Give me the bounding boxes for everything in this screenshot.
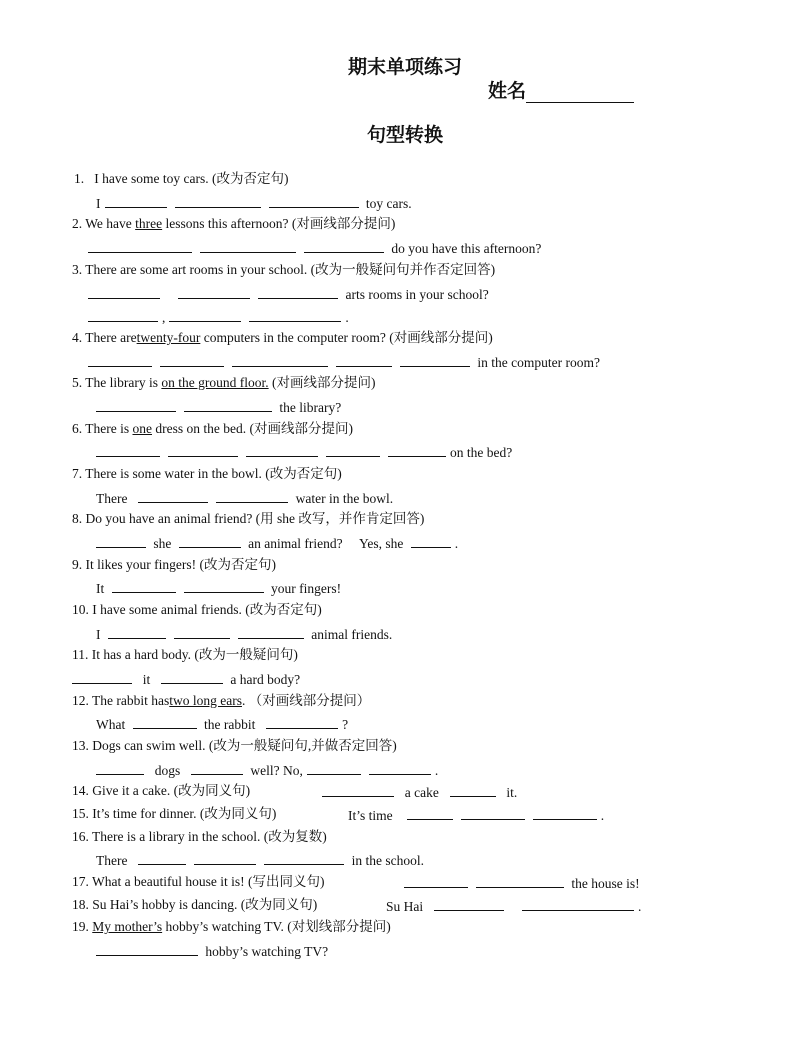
question-4: 4. There aretwenty-four computers in the computer room? (对画线部分提问) <box>72 330 493 345</box>
question-7: 7. There is some water in the bowl. (改为否定句) <box>72 466 342 481</box>
answer-13: dogs well? No, . <box>92 760 438 780</box>
answer-1: I toy cars. <box>96 193 412 213</box>
answer-blank[interactable] <box>138 488 208 503</box>
answer-blank[interactable] <box>200 238 296 253</box>
question-9: 9. It likes your fingers! (改为否定句) <box>72 557 276 572</box>
answer-blank[interactable] <box>264 850 344 865</box>
answer-blank[interactable] <box>216 488 288 503</box>
answer-blank[interactable] <box>388 442 446 457</box>
question-12: 12. The rabbit hastwo long ears. （对画线部分提问） <box>72 693 371 708</box>
underlined-phrase: My mother’s <box>92 919 163 934</box>
answer-19: hobby’s watching TV? <box>92 941 328 961</box>
answer-blank[interactable] <box>307 760 361 775</box>
question-3: 3. There are some art rooms in your school. (改为一般疑问句并作否定回答) <box>72 262 496 277</box>
question-16: 16. There is a library in the school. (改为复数) <box>72 829 327 844</box>
name-label: 姓名 <box>488 81 527 102</box>
question-13: 13. Dogs can swim well. (改为一般疑问句,并做否定回答) <box>72 738 397 753</box>
question-10: 10. I have some animal friends. (改为否定句) <box>72 602 322 617</box>
answer-5: the library? <box>92 397 341 417</box>
answer-blank[interactable] <box>269 193 359 208</box>
answer-blank[interactable] <box>434 896 504 911</box>
answer-blank[interactable] <box>522 896 634 911</box>
answer-11: it a hard body? <box>68 669 300 689</box>
question-15: 15. It’s time for dinner. (改为同义句) <box>72 806 277 821</box>
underlined-phrase: one <box>132 421 152 436</box>
answer-blank[interactable] <box>400 352 470 367</box>
question-5: 5. The library is on the ground floor. (对画线部分提问) <box>72 375 376 390</box>
answer-blank[interactable] <box>533 805 597 820</box>
answer-blank[interactable] <box>96 941 198 956</box>
answer-blank[interactable] <box>88 238 192 253</box>
answer-blank[interactable] <box>179 533 241 548</box>
question-11: 11. It has a hard body. (改为一般疑问句) <box>72 647 298 662</box>
name-blank[interactable] <box>526 84 634 103</box>
answer-blank[interactable] <box>407 805 453 820</box>
answer-7: There water in the bowl. <box>96 488 393 508</box>
answer-blank[interactable] <box>336 352 392 367</box>
answer-blank[interactable] <box>411 533 451 548</box>
answer-blank[interactable] <box>169 307 241 322</box>
question-2: 2. We have three lessons this afternoon? (对画线部分提问) <box>72 216 396 231</box>
answer-blank[interactable] <box>138 850 186 865</box>
answer-blank[interactable] <box>369 760 431 775</box>
answer-blank[interactable] <box>461 805 525 820</box>
answer-blank[interactable] <box>191 760 243 775</box>
answer-blank[interactable] <box>175 193 261 208</box>
section-title: 句型转换 <box>366 125 443 146</box>
answer-blank[interactable] <box>322 782 394 797</box>
answer-12: What the rabbit ? <box>96 714 348 734</box>
answer-blank[interactable] <box>450 782 496 797</box>
answer-blank[interactable] <box>72 669 132 684</box>
answer-blank[interactable] <box>184 578 264 593</box>
answer-blank[interactable] <box>112 578 176 593</box>
answer-14: a cake it. <box>318 782 517 802</box>
answer-blank[interactable] <box>304 238 384 253</box>
question-19: 19. My mother’s hobby’s watching TV. (对划线部分提问) <box>72 919 391 934</box>
answer-blank[interactable] <box>105 193 167 208</box>
answer-blank[interactable] <box>232 352 328 367</box>
underlined-phrase: on the ground floor. <box>161 375 269 390</box>
answer-3b: , . <box>84 307 349 327</box>
answer-9: It your fingers! <box>96 578 341 598</box>
answer-2: do you have this afternoon? <box>84 238 541 258</box>
answer-blank[interactable] <box>194 850 256 865</box>
answer-16: There in the school. <box>96 850 424 870</box>
answer-blank[interactable] <box>168 442 238 457</box>
answer-blank[interactable] <box>96 760 144 775</box>
page-title: 期末单项练习 <box>347 57 462 78</box>
answer-blank[interactable] <box>174 624 230 639</box>
answer-blank[interactable] <box>258 284 338 299</box>
question-6: 6. There is one dress on the bed. (对画线部分提问) <box>72 421 353 436</box>
answer-15: It’s time . <box>348 805 604 825</box>
answer-18: Su Hai . <box>386 896 641 916</box>
answer-4: in the computer room? <box>84 352 600 372</box>
answer-blank[interactable] <box>326 442 380 457</box>
answer-blank[interactable] <box>108 624 166 639</box>
question-14: 14. Give it a cake. (改为同义句) <box>72 783 251 798</box>
answer-6: on the bed? <box>92 442 512 462</box>
question-1: 1. I have some toy cars. (改为否定句) <box>74 171 289 186</box>
answer-blank[interactable] <box>266 714 338 729</box>
answer-blank[interactable] <box>161 669 223 684</box>
question-17: 17. What a beautiful house it is! (写出同义句) <box>72 874 325 889</box>
question-18: 18. Su Hai’s hobby is dancing. (改为同义句) <box>72 897 318 912</box>
answer-blank[interactable] <box>184 397 272 412</box>
answer-17: the house is! <box>400 873 640 893</box>
answer-blank[interactable] <box>96 397 176 412</box>
underlined-phrase: two long ears <box>169 693 242 708</box>
answer-blank[interactable] <box>96 442 160 457</box>
answer-blank[interactable] <box>96 533 146 548</box>
answer-blank[interactable] <box>88 284 160 299</box>
answer-blank[interactable] <box>246 442 318 457</box>
name-field <box>488 76 634 103</box>
answer-blank[interactable] <box>178 284 250 299</box>
answer-8: she an animal friend? Yes, she . <box>92 533 458 553</box>
answer-blank[interactable] <box>404 873 468 888</box>
answer-blank[interactable] <box>133 714 197 729</box>
answer-blank[interactable] <box>476 873 564 888</box>
answer-blank[interactable] <box>88 307 158 322</box>
answer-blank[interactable] <box>88 352 152 367</box>
answer-3a: arts rooms in your school? <box>84 284 489 304</box>
answer-10: I animal friends. <box>96 624 392 644</box>
question-8: 8. Do you have an animal friend? (用 she 改写，并作肯定回答) <box>72 511 425 526</box>
answer-blank[interactable] <box>238 624 304 639</box>
answer-blank[interactable] <box>160 352 224 367</box>
underlined-phrase: three <box>135 216 163 231</box>
underlined-phrase: twenty-four <box>136 330 201 345</box>
answer-blank[interactable] <box>249 307 341 322</box>
